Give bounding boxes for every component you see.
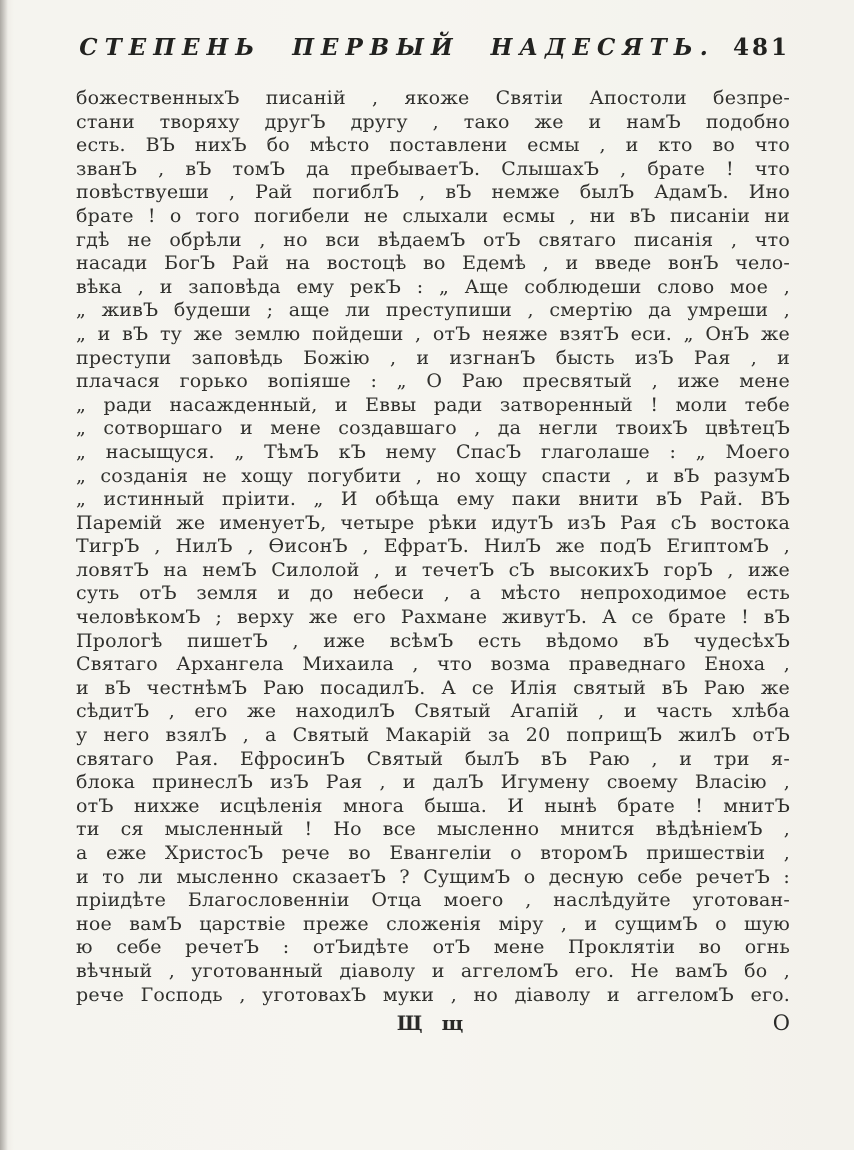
text-line: а еже ХристосЪ рече во Евангеліи о второмЪ пришествіи , xyxy=(76,842,790,864)
text-line: отЪ нихже исцѣленія многа быша. И нынѣ брате ! мнитЪ xyxy=(76,794,790,817)
chapter-title: СТЕПЕНЬ ПЕРВЫЙ НАДЕСЯТЬ. xyxy=(79,34,715,61)
text-line: насади БогЪ Рай на востоцѣ во Едемѣ , и введе вонЪ чело- xyxy=(76,252,790,275)
text-line: святаго Рая. ЕфросинЪ Святый былЪ вЪ Раю , и три я- xyxy=(76,747,790,770)
text-line: есть. ВЪ нихЪ бо мѣсто поставлени есмы , и кто во что xyxy=(76,134,790,157)
text-line: у него взялЪ , а Святый Макарій за 20 поприщЪ жилЪ отЪ xyxy=(76,724,790,747)
text-line: „ и вЪ ту же землю пойдеши , отЪ неяже взятЪ еси. „ ОнЪ же xyxy=(76,322,790,345)
text-line: сѣдитЪ , его же находилЪ Святый Агапій , и часть хлѣба xyxy=(76,700,790,723)
text-line: преступи заповѣдь Божію , и изгнанЪ бысть изЪ Рая , и xyxy=(76,346,790,369)
text-line: ти ся мысленный ! Но все мысленно мнится вѣдѣніемЪ , xyxy=(76,818,790,841)
text-line: „ истинный пріити. „ И обѣща ему паки внити вЪ Рай. ВЪ xyxy=(76,488,790,511)
text-line: человѣкомЪ ; верху же его Рахмане живутЪ. А се брате ! вЪ xyxy=(76,606,790,629)
text-line: рече Господь , уготовахЪ муки , но діаволу и аггеломЪ его. xyxy=(76,983,790,1006)
text-line: и вЪ честнѣмЪ Раю посадилЪ. А се Илія святый вЪ Раю же xyxy=(76,676,790,699)
text-line: гдѣ не обрѣли , но вси вѣдаемЪ отЪ святаго писанія , что xyxy=(76,228,790,251)
text-line: Паремій же именуетЪ, четыре рѣки идутЪ изЪ Рая сЪ востока xyxy=(76,511,790,534)
text-line: пріидѣте Благословенніи Отца моего , наслѣдуйте уготован- xyxy=(76,889,790,912)
gutter-shadow xyxy=(0,0,8,1150)
page-header xyxy=(76,34,790,61)
text-line: ТигрЪ , НилЪ , ѲисонЪ , ЕфратЪ. НилЪ же подЪ ЕгиптомЪ , xyxy=(76,535,790,558)
text-line: „ живЪ будеши ; аще ли преступиши , смертію да умреши , xyxy=(76,299,790,322)
text-line: блока принеслЪ изЪ Рая , и далЪ Игумену своему Власію , xyxy=(76,771,790,794)
text-line: „ сотворшаго и мене создавшаго , да негли твоихЪ цвѣтецЪ xyxy=(76,417,790,440)
text-line: званЪ , вЪ томЪ да пребываетЪ. СлышахЪ , брате ! что xyxy=(76,157,790,180)
text-line: ловятЪ на немЪ Силолой , и течетЪ сЪ высокихЪ горЪ , иже xyxy=(76,558,790,581)
text-line: вѣчный , уготованный діаволу и аггеломЪ его. Не вамЪ бо , xyxy=(76,959,790,982)
text-line: „ ради насажденный, и Еввы ради затворенный ! моли тебе xyxy=(76,393,790,416)
catchword: О xyxy=(772,1011,790,1036)
text-line: плачася горько вопіяше : „ О Раю пресвятый , иже мене xyxy=(76,370,790,393)
text-line: стани творяху другЪ другу , тако же и намЪ подобно xyxy=(76,110,790,133)
text-line: повѣствуеши , Рай погиблЪ , вЪ немже былЪ АдамЪ. Ино xyxy=(76,181,790,204)
text-line: ное вамЪ царствіе преже сложенія міру , и сущимЪ о шую xyxy=(76,912,790,935)
text-line: „ созданія не хощу погубити , но хощу спасти , и вЪ разумЪ xyxy=(76,464,790,487)
text-line: „ насыщуся. „ ТѣмЪ кЪ нему СпасЪ глаголаше : „ Моего xyxy=(76,440,790,463)
text-line: брате ! о того погибели не слыхали есмы , ни вЪ писаніи ни xyxy=(76,204,790,227)
page-footer xyxy=(76,1011,790,1035)
text-line: Прологѣ пишетЪ , иже всѣмЪ есть вѣдомо вЪ чудесѣхЪ xyxy=(76,629,790,652)
text-line: Святаго Архангела Михаила , что возма праведнаго Еноха , xyxy=(76,653,790,676)
text-line: вѣка , и заповѣда ему рекЪ : „ Аще соблюдеши слово мое , xyxy=(76,275,790,298)
text-line: и то ли мысленно сказаетЪ ? СущимЪ о десную себе речетЪ : xyxy=(76,865,790,888)
text-line: божественныхЪ писаній , якоже Святіи Апостоли безпре- xyxy=(76,87,790,109)
page-number: 481 xyxy=(732,34,790,61)
text-line: суть отЪ земля и до небеси , а мѣсто непроходимое есть xyxy=(76,582,790,605)
text-line: ю себе речетЪ : отЪидѣте отЪ мене Проклятіи во огнь xyxy=(76,936,790,959)
signature-mark: Щ щ xyxy=(396,1011,470,1036)
body-text xyxy=(76,87,790,1007)
